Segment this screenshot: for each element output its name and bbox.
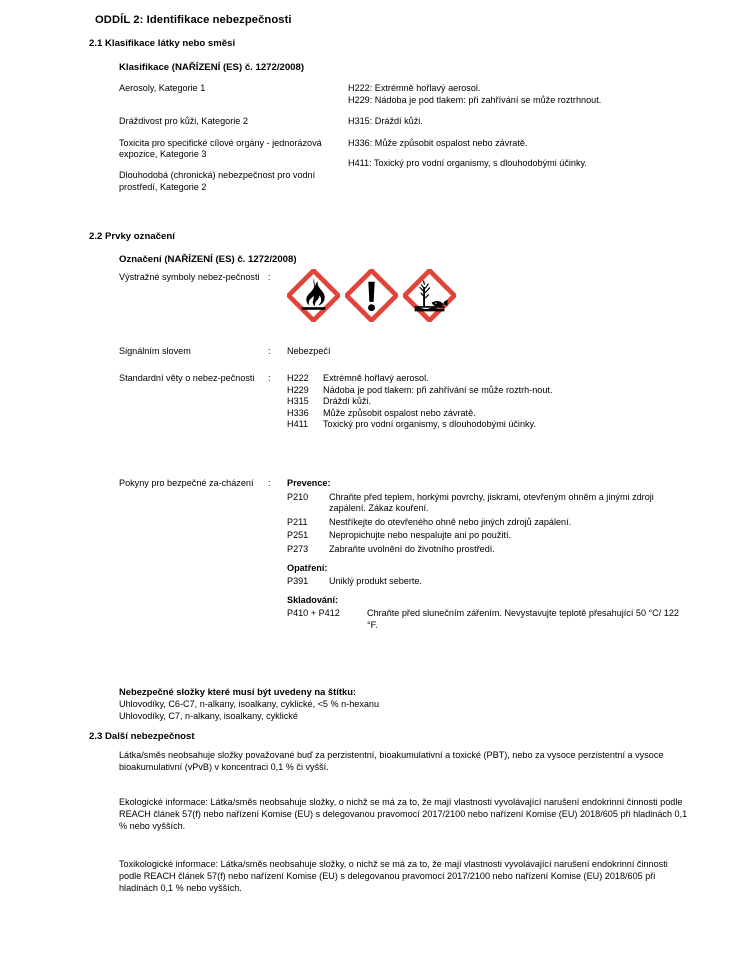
subsection-heading-2-2: 2.2 Prvky označení: [89, 231, 175, 242]
list-item: [287, 373, 691, 385]
label-block-heading: Označení (NAŘÍZENÍ (ES) č. 1272/2008): [119, 254, 297, 265]
classification-statement: H336: Může způsobit ospalost nebo závratě.: [348, 137, 528, 148]
label-signal-word-row: [119, 346, 691, 358]
precaution-code: P210: [287, 491, 309, 502]
ghs09-environment-icon: [403, 269, 456, 322]
classification-statement: H411: Toxický pro vodní organismy, s dlouhodobými účinky.: [348, 158, 587, 169]
colon-separator: :: [268, 373, 271, 383]
table-row: [119, 138, 689, 193]
signal-word-label: Signálním slovem: [119, 346, 191, 356]
precaution-text: Nepropichujte nebo nespalujte ani po použití.: [329, 530, 512, 541]
list-item: [287, 385, 691, 397]
colon-separator: :: [268, 478, 271, 488]
list-item: [287, 530, 691, 542]
precaution-code: P273: [287, 543, 309, 554]
hazardous-components-title: Nebezpečné složky které musí být uvedeny na štítku:: [119, 686, 357, 697]
pictograms-value: [287, 272, 691, 322]
precaution-text: Chraňte před slunečním zářením. Nevystavujte teplotě přesahující 50 °C/ 122 °F.: [367, 608, 679, 630]
list-item: Uhlovodíky, C6-C7, n-alkany, isoalkany, cyklické, <5 % n-hexanu: [119, 699, 380, 709]
classification-category: Dlouhodobá (chronická) nebezpečnost pro vodní prostředí, Kategorie 2: [119, 169, 316, 192]
precaution-text: Uniklý produkt seberte.: [329, 576, 423, 587]
precaution-text: Nestříkejte do otevřeného ohně nebo jiných zdrojů zapálení.: [329, 516, 572, 527]
ghs02-flame-icon: [287, 269, 340, 322]
colon-separator: :: [268, 346, 271, 356]
hazard-text: Nádoba je pod tlakem: při zahřívání se může roztrh-nout.: [323, 384, 553, 395]
table-row: [119, 83, 689, 106]
label-precautionary-statements-row: [119, 478, 691, 632]
list-item: [287, 419, 691, 431]
precautionary-statements-label: Pokyny pro bezpečné za-cházení: [119, 478, 254, 488]
precautionary-statements-list: [287, 478, 691, 632]
subsection-heading-2-3: 2.3 Další nebezpečnost: [89, 731, 195, 742]
precaution-code: P251: [287, 530, 309, 541]
classification-statement: H222: Extrémně hořlavý aerosol.: [348, 83, 481, 93]
hazard-text: Toxický pro vodní organismy, s dlouhodobými účinky.: [323, 419, 536, 430]
signal-word-value: Nebezpečí: [287, 346, 331, 356]
classification-block-heading: Klasifikace (NAŘÍZENÍ (ES) č. 1272/2008): [119, 62, 305, 73]
precaution-text: Zabraňte uvolnění do životního prostředí.: [329, 543, 495, 554]
list-item: [287, 396, 691, 408]
ghs-pictogram-strip: [287, 269, 691, 322]
subsection-heading-2-1: 2.1 Klasifikace látky nebo směsi: [89, 38, 236, 49]
classification-category: Dráždivost pro kůži, Kategorie 2: [119, 116, 248, 127]
other-hazards-paragraph-1: Látka/směs neobsahuje složky považované buď za perzistentní, bioakumulativní a toxické (PBT), nebo za vysoce perzistentní a vysoce bioakumulativní (vPvB) v koncentraci 0,1 % či vyšší.: [119, 750, 664, 773]
hazard-code: H229: [287, 384, 309, 395]
list-item: [287, 608, 691, 631]
hazard-code: H222: [287, 373, 309, 383]
table-row: [119, 116, 689, 128]
classification-statement: H315: Dráždí kůži.: [348, 116, 423, 127]
colon-separator: :: [268, 272, 271, 282]
label-hazard-statements-row: [119, 373, 691, 431]
hazard-statements-list: [287, 373, 691, 431]
other-hazards-paragraph-3: Toxikologické informace: Látka/směs neobsahuje složky, o nichž se má za to, že mají vlastnosti vyvolávající narušení endokrinní činnosti podle REACH článek 57(f) nebo nařízení Komise (EU) s delegovanou pravomocí 2017/2100 nebo nařízení Komise (EU) 2018/605 při hladinách 0,1 % nebo vyšších.: [119, 859, 668, 894]
precaution-text: Chraňte před teplem, horkými povrchy, jiskrami, otevřeným ohněm a jinými zdroji zapálení. Zákaz kouření.: [329, 491, 654, 514]
hazard-statements-label: Standardní věty o nebez-pečnosti: [119, 373, 255, 383]
precaution-group-title: Opatření:: [287, 562, 328, 573]
hazard-code: H411: [287, 419, 309, 430]
precaution-group-title: Prevence:: [287, 478, 331, 488]
hazard-text: Dráždí kůži.: [323, 396, 372, 407]
other-hazards-paragraph-2: Ekologické informace: Látka/směs neobsahuje složky, o nichž se má za to, že mají vlastnosti vyvolávající narušení endokrinní činnosti podle REACH článek 57(f) nebo nařízení Komise (EU) s delegovanou pravomocí 2017/2100 nebo nařízení Komise (EU) 2018/605 při hladinách 0,1 % nebo vyšších.: [119, 797, 688, 832]
list-item: Uhlovodíky, C7, n-alkany, isoalkany, cyklické: [119, 710, 298, 721]
label-pictograms-row: [119, 272, 691, 322]
classification-table: [119, 83, 689, 202]
list-item: [287, 544, 691, 556]
precaution-code: P211: [287, 516, 308, 527]
ghs07-exclamation-icon: [345, 269, 398, 322]
list-item: [287, 408, 691, 420]
classification-statement: H229: Nádoba je pod tlakem: při zahřívání se může roztrhnout.: [348, 94, 602, 105]
page-title: ODDÍL 2: Identifikace nebezpečnosti: [95, 14, 292, 26]
precaution-code: P391: [287, 576, 309, 587]
precaution-code: P410 + P412: [287, 608, 340, 619]
list-item: [287, 517, 691, 529]
classification-statements: [348, 116, 689, 128]
classification-statements: [348, 138, 689, 193]
hazard-code: H315: [287, 396, 309, 407]
hazard-text: Extrémně hořlavý aerosol.: [323, 373, 429, 383]
list-item: [287, 492, 691, 515]
precaution-group-title: Skladování:: [287, 594, 339, 605]
hazard-text: Může způsobit ospalost nebo závratě.: [323, 407, 476, 418]
hazard-code: H336: [287, 407, 309, 418]
classification-category: Toxicita pro specifické cílové orgány - jednorázová expozice, Kategorie 3: [119, 137, 322, 160]
classification-category-group: [119, 138, 348, 193]
hazardous-components-list: [119, 699, 679, 723]
classification-statements: [348, 83, 689, 106]
classification-category: Aerosoly, Kategorie 1: [119, 83, 206, 93]
pictograms-label: Výstražné symboly nebez-pečnosti: [119, 272, 260, 282]
list-item: [287, 576, 691, 588]
